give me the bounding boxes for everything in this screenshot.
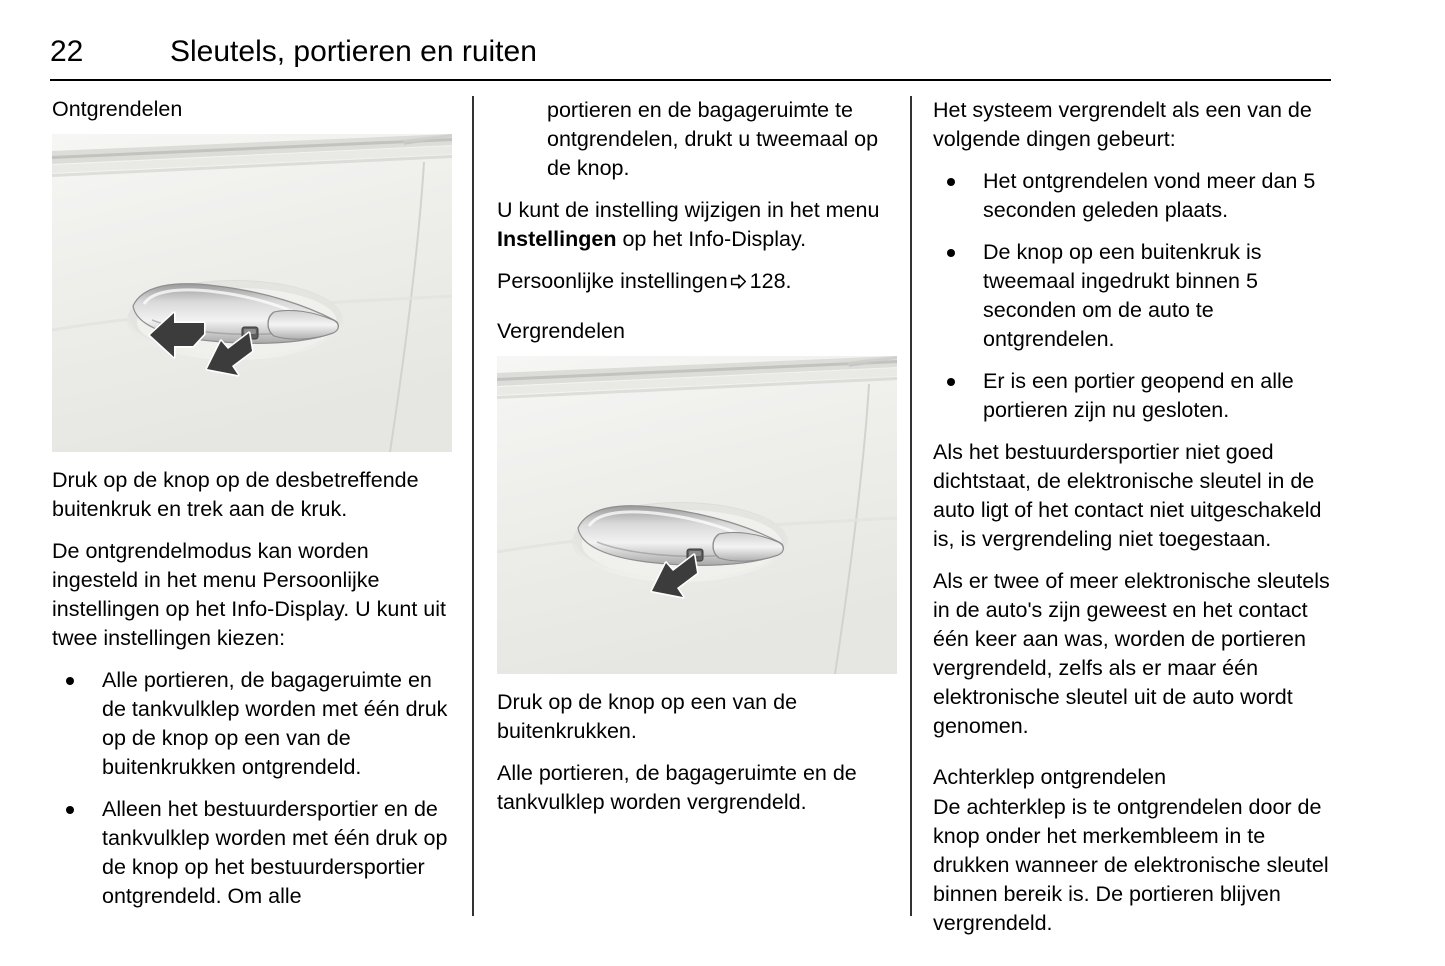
list-item-label: Het ontgrendelen vond meer dan 5 seconden geleden plaats.	[983, 169, 1316, 222]
unlock-door-handle-figure	[52, 134, 452, 452]
column-divider-2	[910, 96, 912, 916]
settings-text-after: op het Info-Display.	[616, 227, 807, 251]
door-handle-unlock-illustration	[52, 134, 452, 452]
list-item	[933, 238, 1333, 354]
list-item-label: Alle portieren, de bagageruimte en de tankvulklep worden met één druk op de knop op een van de buitenkrukken ontgrendeld.	[102, 668, 448, 779]
sub-heading-achterklep-ontgrendelen: Achterklep ontgrendelen	[933, 765, 1167, 789]
cross-reference-arrow-icon	[730, 269, 747, 286]
column-divider-1	[472, 96, 474, 916]
cross-reference-label: Persoonlijke instellingen	[497, 269, 728, 293]
section-heading-vergrendelen: Vergrendelen	[497, 319, 625, 343]
bullet-dot-icon	[66, 806, 74, 814]
door-handle-lock-illustration	[497, 356, 897, 674]
settings-text-before: U kunt de instelling wijzigen in het menu	[497, 198, 880, 222]
header-rule	[50, 79, 1331, 81]
lock-door-handle-figure	[497, 356, 897, 674]
page-number: 22	[50, 35, 84, 68]
bullet-dot-icon	[66, 677, 74, 685]
multiple-keys-paragraph: Als er twee of meer elektronische sleutels in de auto's zijn geweest en het contact één keer aan was, worden de portieren vergrendeld, zelfs als er maar één elektronische sleutel uit de auto wordt genomen.	[933, 569, 1330, 738]
list-item	[52, 795, 452, 911]
bullet-dot-icon	[947, 249, 955, 257]
unlock-instruction-paragraph: Druk op de knop op de desbetreffende buitenkruk en trek aan de kruk.	[52, 468, 419, 521]
unlock-mode-paragraph: De ontgrendelmodus kan worden ingesteld in het menu Persoonlijke instellingen op het Info-Display. U kunt uit twee instellingen kiezen:	[52, 539, 446, 650]
unlock-mode-bullet-list	[52, 666, 452, 911]
content-column-3	[933, 96, 1333, 938]
list-item	[933, 367, 1333, 425]
settings-menu-paragraph	[497, 196, 897, 254]
bullet-continuation-text: portieren en de bagageruimte te ontgrendelen, drukt u tweemaal op de knop.	[547, 98, 879, 180]
cross-reference-line	[497, 267, 897, 296]
list-item-label: Er is een portier geopend en alle portieren zijn nu gesloten.	[983, 369, 1294, 422]
list-item	[933, 167, 1333, 225]
bullet-dot-icon	[947, 378, 955, 386]
chapter-title: Sleutels, portieren en ruiten	[170, 35, 537, 68]
system-locks-bullet-list	[933, 167, 1333, 425]
locking-not-allowed-paragraph: Als het bestuurdersportier niet goed dichtstaat, de elektronische sleutel in de auto ligt of het contact niet uitgeschakeld is, is vergrendeling niet toegestaan.	[933, 440, 1322, 551]
section-heading-ontgrendelen: Ontgrendelen	[52, 97, 183, 121]
content-column-1	[52, 96, 452, 924]
page-header	[50, 34, 1330, 78]
settings-menu-name: Instellingen	[497, 227, 617, 251]
lock-instruction-paragraph: Druk op de knop op een van de buitenkrukken.	[497, 690, 798, 743]
content-column-2	[497, 96, 897, 817]
bullet-dot-icon	[947, 178, 955, 186]
list-item-label: De knop op een buitenkruk is tweemaal ingedrukt binnen 5 seconden om de auto te ontgrendelen.	[983, 240, 1262, 351]
lock-result-paragraph: Alle portieren, de bagageruimte en de tankvulklep worden vergrendeld.	[497, 761, 857, 814]
tailgate-unlock-paragraph: De achterklep is te ontgrendelen door de knop onder het merkembleem in te drukken wanneer de elektronische sleutel binnen bereik is. De portieren blijven vergrendeld.	[933, 795, 1329, 935]
list-item-label: Alleen het bestuurdersportier en de tankvulklep worden met één druk op de knop op het bestuurdersportier ontgrendeld. Om alle	[102, 797, 448, 908]
list-item	[52, 666, 452, 782]
system-locks-intro-paragraph: Het systeem vergrendelt als een van de volgende dingen gebeurt:	[933, 98, 1312, 151]
cross-reference-page: 128.	[749, 269, 792, 293]
